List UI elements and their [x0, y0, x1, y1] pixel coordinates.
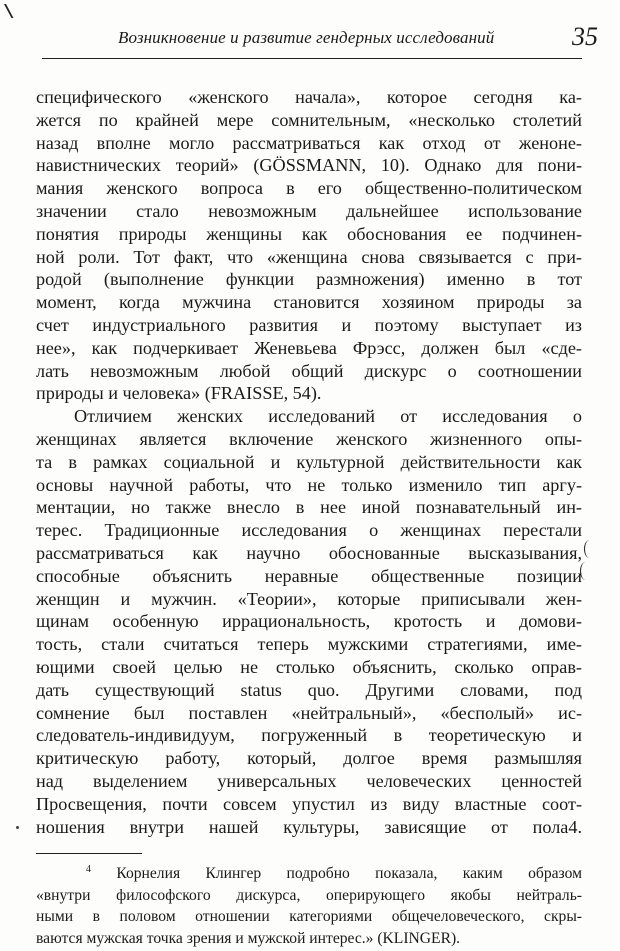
- text-line: терес. Традиционные исследования о женщинах перестали: [36, 520, 582, 541]
- text-line: Отличием женских исследований от исследования о: [74, 406, 582, 427]
- text-line: момент, когда мужчина становится хозяином природы за: [36, 292, 582, 313]
- text-line: женщинах является включение женского жизненного опы-: [36, 428, 582, 449]
- footnote-text: Корнелия Клингер подробно показала, каким образом: [116, 865, 582, 882]
- text-line: лать невозможным любой общий дискурс о соотношении: [36, 360, 582, 381]
- footnote-line: [36, 863, 582, 885]
- text-line: рассматриваться как научно обоснованные высказывания,: [36, 542, 582, 563]
- text-line: ющими своей целью не столько объяснить, сколько оправ-: [36, 656, 582, 677]
- body-text: [36, 86, 582, 838]
- text-line: Просвещения, почти совсем упустил из виду властные соот-: [36, 793, 582, 814]
- footnote: [36, 863, 582, 949]
- text-line: критическую работу, который, долгое время размышляя: [36, 748, 582, 769]
- text-line: та в рамках социальной и культурной действительности как: [36, 451, 582, 472]
- text-line: тость, стали считаться теперь мужскими стратегиями, име-: [36, 634, 582, 655]
- page-number: 35: [572, 22, 598, 51]
- text-line: основы научной работы, что не только изменило тип аргу-: [36, 474, 582, 495]
- text-line: мания женского вопроса в его общественно-политическом: [36, 178, 582, 199]
- text-line: ношения внутри нашей культуры, зависящие от пола4.: [36, 816, 582, 837]
- margin-pencil-mark: [580, 562, 591, 580]
- footnote-rule: [36, 853, 142, 854]
- text-line: жется по крайней мере сомнительным, «несколько столетий: [36, 109, 582, 130]
- footnote-line: ными в половом отношении категориями общечеловеческого, скры-: [36, 908, 582, 925]
- text-line: щинам особенную иррациональность, кротость и домови-: [36, 611, 582, 632]
- text-line: ной роли. Тот факт, что «женщина снова связывается с при-: [36, 246, 582, 267]
- header-rule: [42, 58, 582, 59]
- footnote-line: ваются мужская точка зрения и мужской интерес.» (KLINGER).: [36, 929, 461, 947]
- text-line: природы и человека» (FRAISSE, 54).: [36, 383, 322, 404]
- text-line: способные объяснить неравные общественные позиции: [36, 565, 582, 586]
- text-line: следователь-индивидуум, погруженный в теоретическую и: [36, 725, 582, 746]
- page-header: [42, 24, 598, 54]
- footnote-marker: 4: [86, 863, 91, 875]
- text-line: дать существующий status quo. Другими словами, под: [36, 679, 582, 700]
- text-line: специфического «женского начала», которое сегодня ка-: [36, 87, 582, 107]
- paragraph-2: [36, 405, 582, 838]
- text-line: значении стало невозможным дальнейшее использование: [36, 200, 582, 221]
- footnote-line: «внутри философского дискурса, оперирующего якобы нейтраль-: [36, 886, 582, 904]
- text-line: навистнических теорий» (GÖSSMANN, 10). Однако для пони-: [36, 155, 582, 176]
- text-line: женщин и мужчин. «Теории», которые приписывали жен-: [36, 588, 582, 609]
- text-line: ментации, но также внесло в нее иной познавательный ин-: [36, 497, 582, 518]
- running-title: Возникновение и развитие гендерных исследований: [118, 28, 495, 47]
- text-line: сомнение был поставлен «нейтральный», «бесполый» ис-: [36, 702, 582, 723]
- scan-corner-mark: [4, 4, 25, 18]
- text-line: над выделением универсальных человеческих ценностей: [36, 770, 582, 791]
- paragraph-1: [36, 86, 582, 405]
- text-line: счет индустриального развития и поэтому выступает из: [36, 314, 582, 335]
- margin-pencil-mark: [584, 540, 595, 558]
- text-line: назад вполне могло рассматриваться как отход от женоне-: [36, 132, 582, 153]
- text-line: понятия природы женщины как обоснования ее подчинен-: [36, 223, 582, 244]
- text-line: родой (выполнение функции размножения) именно в тот: [36, 269, 582, 290]
- text-line: нее», как подчеркивает Женевьева Фрэсс, должен был «сде-: [36, 337, 582, 358]
- scan-speck: [16, 826, 19, 829]
